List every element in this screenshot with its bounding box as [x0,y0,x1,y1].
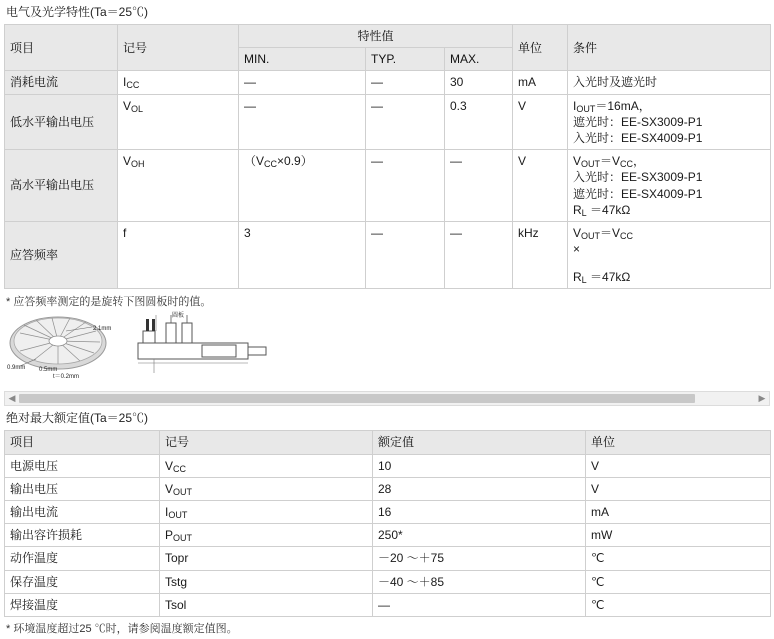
table-row [5,454,771,477]
table-row [5,501,771,524]
header-symbol: 记号 [160,431,373,454]
row-typ: — [366,71,445,94]
row-item: 电源电压 [5,454,160,477]
row-unit: ℃ [586,593,771,616]
row-item: 低水平输出电压 [5,94,118,150]
row-symbol: $V_{OUT}$ [160,477,373,500]
row-symbol: Tsol [160,593,373,616]
electrical-characteristics-table [4,24,771,289]
table-row [5,570,771,593]
rotating-disc-figure [7,317,111,380]
row-item: 保存温度 [5,570,160,593]
row-value: －40 ～＋85 [373,570,586,593]
row-condition: 入光时及遮光时 [568,71,771,94]
row-unit: mA [513,71,568,94]
row-min: $(V_{CC}\times 0.9)$ [239,150,366,222]
ratings-section-title: 绝对最大额定值(Ta＝25℃) [6,411,149,426]
row-value: 16 [373,501,586,524]
svg-text:圆板: 圆板 [172,313,185,320]
table-row [5,524,771,547]
sensor-mechanical-figure [138,311,266,373]
row-item: 输出容许损耗 [5,524,160,547]
row-symbol: $I_{OUT}$ [160,501,373,524]
header-unit: 单位 [586,431,771,454]
header-condition: 条件 [568,25,771,71]
row-item: 动作温度 [5,547,160,570]
row-symbol: $P_{OUT}$ [160,524,373,547]
header-typ: TYP. [366,48,445,71]
header-max: MAX. [445,48,513,71]
row-value: — [373,593,586,616]
row-unit: ℃ [586,547,771,570]
header-unit: 单位 [513,25,568,71]
header-value: 额定值 [373,431,586,454]
row-unit: V [586,454,771,477]
row-value: 28 [373,477,586,500]
row-condition: $I_{OUT}=16mA$， 遮光时：EE-SX3009-P1 入光时：EE-SX4009-P1 [568,94,771,150]
row-max: 30 [445,71,513,94]
table-row [5,94,771,150]
row-item: 输出电流 [5,501,160,524]
row-symbol: $V_{OL}$ [118,94,239,150]
response-frequency-note: * 应答频率测定的是旋转下图圆板时的值。 [6,296,212,309]
svg-text:0.5mm: 0.5mm [39,367,58,374]
row-max: — [445,221,513,289]
row-unit: ℃ [586,570,771,593]
row-value: 250* [373,524,586,547]
figure-area [6,311,768,389]
scroll-left-arrow[interactable]: ◀ [8,393,16,404]
row-item: 消耗电流 [5,71,118,94]
row-unit: V [586,477,771,500]
row-max: — [445,150,513,222]
row-typ: — [366,221,445,289]
row-unit: V [513,94,568,150]
table-row [5,71,771,94]
row-value: －20 ～＋75 [373,547,586,570]
header-item: 项目 [5,431,160,454]
row-min: — [239,94,366,150]
row-symbol: Tstg [160,570,373,593]
row-value: 10 [373,454,586,477]
row-item: 应答频率 [5,221,118,289]
row-min: — [239,71,366,94]
row-max: 0.3 [445,94,513,150]
header-min: MIN. [239,48,366,71]
header-item: 项目 [5,25,118,71]
row-min: 3 [239,221,366,289]
header-symbol: 记号 [118,25,239,71]
row-condition: $V_{OUT}=V_{CC}$， 入光时：EE-SX3009-P1 遮光时：EE-SX4009-P1 $R_L =47k\Omega$ [568,150,771,222]
ratings-footnote: * 环境温度超过25 ℃时，请参阅温度额定值图。 [6,622,238,635]
svg-text:2.1mm: 2.1mm [93,326,112,333]
row-typ: — [366,150,445,222]
electrical-section-title: 电气及光学特性(Ta＝25℃) [6,5,149,19]
figures-svg [6,311,766,387]
row-typ: — [366,94,445,150]
table-header-row [5,25,771,48]
row-unit: kHz [513,221,568,289]
header-characteristic-value: 特性值 [239,25,513,48]
row-symbol: $V_{CC}$ [160,454,373,477]
horizontal-scrollbar[interactable] [4,391,770,406]
scrollbar-thumb[interactable] [19,394,695,403]
svg-text:t＝0.2mm: t＝0.2mm [53,374,80,381]
row-symbol: $I_{CC}$ [118,71,239,94]
row-item: 输出电压 [5,477,160,500]
row-symbol: $V_{OH}$ [118,150,239,222]
svg-text:0.9mm: 0.9mm [7,365,26,372]
table-row [5,221,771,289]
row-symbol: Topr [160,547,373,570]
row-symbol: f [118,221,239,289]
absolute-maximum-ratings-table [4,430,771,617]
scroll-right-arrow[interactable]: ▶ [758,393,766,404]
row-unit: V [513,150,568,222]
row-item: 高水平输出电压 [5,150,118,222]
row-unit: mA [586,501,771,524]
table-row [5,477,771,500]
row-unit: mW [586,524,771,547]
table-row [5,593,771,616]
row-item: 焊接温度 [5,593,160,616]
row-condition: $V_{OUT}=V_{CC}$ × $R_L =47k\Omega$ [568,221,771,289]
table-row [5,150,771,222]
table-header-row [5,431,771,454]
table-row [5,547,771,570]
